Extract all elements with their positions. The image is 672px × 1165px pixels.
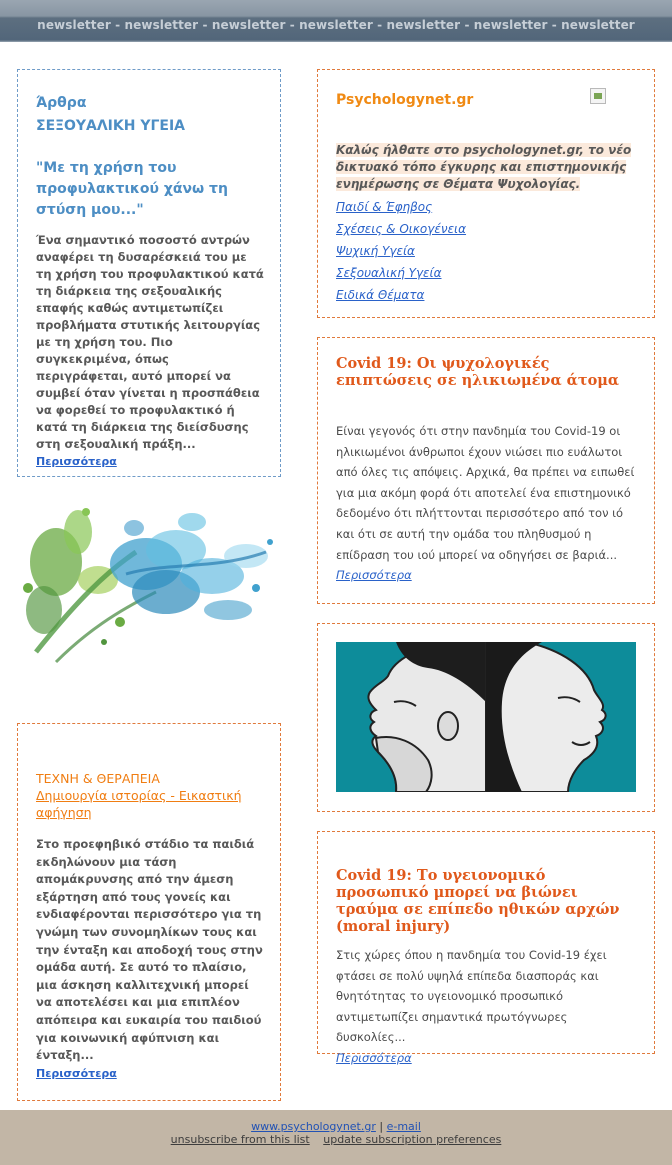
read-more-link[interactable]: Περισσότερα bbox=[336, 1050, 412, 1065]
newsletter-header bbox=[0, 0, 672, 42]
section-label-art-therapy: ΤΕΧΝΗ & ΘΕΡΑΠΕΙΑ bbox=[36, 771, 160, 786]
article-excerpt-text: Στις χώρες όπου η πανδημία του Covid-19 έχει φτάσει σε πολύ υψηλά επίπεδα διασποράς και θνητότητας το υγειονομικό προσωπικό αντιμετωπίζει σημαντικά πρωτόγνωρες δυσκολίες... bbox=[336, 948, 607, 1045]
nav-link-sexual-health[interactable]: Σεξουαλική Υγεία bbox=[336, 266, 442, 280]
read-more-link[interactable]: Περισσότερα bbox=[36, 1066, 117, 1080]
article-excerpt-text: Είναι γεγονός ότι στην πανδημία του Covid-19 οι ηλικιωμένοι άνθρωποι έχουν νιώσει πιο ευάλωτοι από όλες τις απόψεις. Αρχικά, θα πρέπει να ειπωθεί για μια ακόμη φορά ότι αποτελεί ένα επιστημονικό δεδομένο ότι πλήττονται περισσότερο από τον ιό και ότι σε αυτή την ομάδα του πληθυσμού η επίδραση του ιού μπορεί να οδηγήσει σε βαριά... bbox=[336, 424, 635, 562]
nav-link-relationships-family[interactable]: Σχέσεις & Οικογένεια bbox=[336, 222, 467, 236]
article-title[interactable]: "Με τη χρήση του προφυλακτικού χάνω τη στύση μου..." bbox=[36, 160, 228, 218]
read-more-link[interactable]: Περισσότερα bbox=[336, 568, 412, 583]
brand-welcome-card bbox=[317, 69, 655, 318]
header-text: newsletter - newsletter - newsletter - newsletter - newsletter - newsletter - newsletter bbox=[37, 18, 635, 32]
welcome-text-content: Καλώς ήλθατε στο psychologynet.gr, το νέο δικτυακό τόπο έγκυρης και επιστημονικής ενημέρωσης σε Θέματα Ψυχολογίας. bbox=[336, 143, 632, 191]
nav-link-special-topics[interactable]: Ειδικά Θέματα bbox=[336, 288, 425, 302]
nav-link-child-adolescent[interactable]: Παιδί & Έφηβος bbox=[336, 200, 433, 214]
footer-subscription-links bbox=[0, 1133, 672, 1146]
read-more-link[interactable]: Περισσότερα bbox=[36, 455, 117, 468]
category-nav bbox=[336, 196, 466, 306]
article-excerpt-text: Στο προεφηβικό στάδιο τα παιδιά εκδηλώνουν μια τάση απομάκρυνσης από την άμεση εξάρτηση από τους γονείς και ενδιαφέρονται περισσότερο για τη γνώμη των συνομηλίκων τους και την ένταξη και αποδοχή τους στην ομάδα αυτή. Σε αυτό το πλαίσιο, μια άσκηση καλλιτεχνική μπορεί να αποτελέσει και μια επιπλέον απόπειρα και ευκαιρία του παιδιού για κοινωνική αφύπνιση και ένταξη... bbox=[36, 837, 263, 1063]
article-card-sexual-health bbox=[17, 69, 281, 477]
footer-separator: | bbox=[379, 1120, 384, 1133]
newsletter-footer bbox=[0, 1110, 672, 1165]
two-faces-illustration bbox=[336, 642, 636, 792]
article-title-link[interactable]: Δημιουργία ιστορίας - Εικαστική αφήγηση bbox=[36, 788, 242, 820]
article-card-covid-elderly bbox=[317, 337, 655, 604]
brand-name: Psychologynet.gr bbox=[336, 92, 474, 108]
welcome-text bbox=[336, 142, 636, 193]
site-link[interactable]: www.psychologynet.gr bbox=[251, 1120, 376, 1133]
article-excerpt bbox=[36, 836, 268, 1082]
email-link[interactable]: e-mail bbox=[386, 1120, 421, 1133]
article-card-art-therapy bbox=[17, 723, 281, 1101]
section-label bbox=[36, 92, 185, 138]
article-title[interactable]: Covid 19: Οι ψυχολογικές επιπτώσεις σε ηλικιωμένα άτομα bbox=[336, 355, 620, 389]
nav-link-mental-health[interactable]: Ψυχική Υγεία bbox=[336, 244, 415, 258]
article-excerpt bbox=[336, 945, 638, 1069]
section-label-line2: ΣΕΞΟΥΑΛΙΚΗ ΥΓΕΙΑ bbox=[36, 118, 185, 134]
image-card bbox=[317, 623, 655, 812]
section-label-line1: Άρθρα bbox=[36, 95, 87, 111]
footer-links bbox=[0, 1120, 672, 1133]
watercolor-splash-image bbox=[16, 492, 282, 670]
article-excerpt bbox=[336, 421, 638, 586]
article-card-covid-moral-injury bbox=[317, 831, 655, 1065]
article-excerpt bbox=[36, 232, 264, 470]
unsubscribe-link[interactable]: unsubscribe from this list bbox=[170, 1133, 310, 1146]
article-excerpt-text: Ένα σημαντικό ποσοστό αντρών αναφέρει τη δυσαρέσκειά του με τη χρήση του προφυλακτικού κατά τη διάρκεια της σεξουαλικής επαφής καθώς αντιμετωπίζει προβλήματα στυτικής λειτουργίας με τη χρήση του. Πιο συγκεκριμένα, όπως περιγράφεται, αυτό μπορεί να συμβεί όταν γίνεται η προσπάθεια να φορεθεί το προφυλακτικό ή κατά τη διάρκεια της διείσδυσης στη σεξουαλική πράξη... bbox=[36, 233, 264, 451]
update-preferences-link[interactable]: update subscription preferences bbox=[323, 1133, 502, 1146]
broken-image-icon bbox=[590, 88, 606, 104]
article-title[interactable]: Covid 19: Το υγειονομικό προσωπικό μπορεί να βιώνει τραύμα σε επίπεδο ηθικών αρχών (moral injury) bbox=[336, 867, 620, 935]
